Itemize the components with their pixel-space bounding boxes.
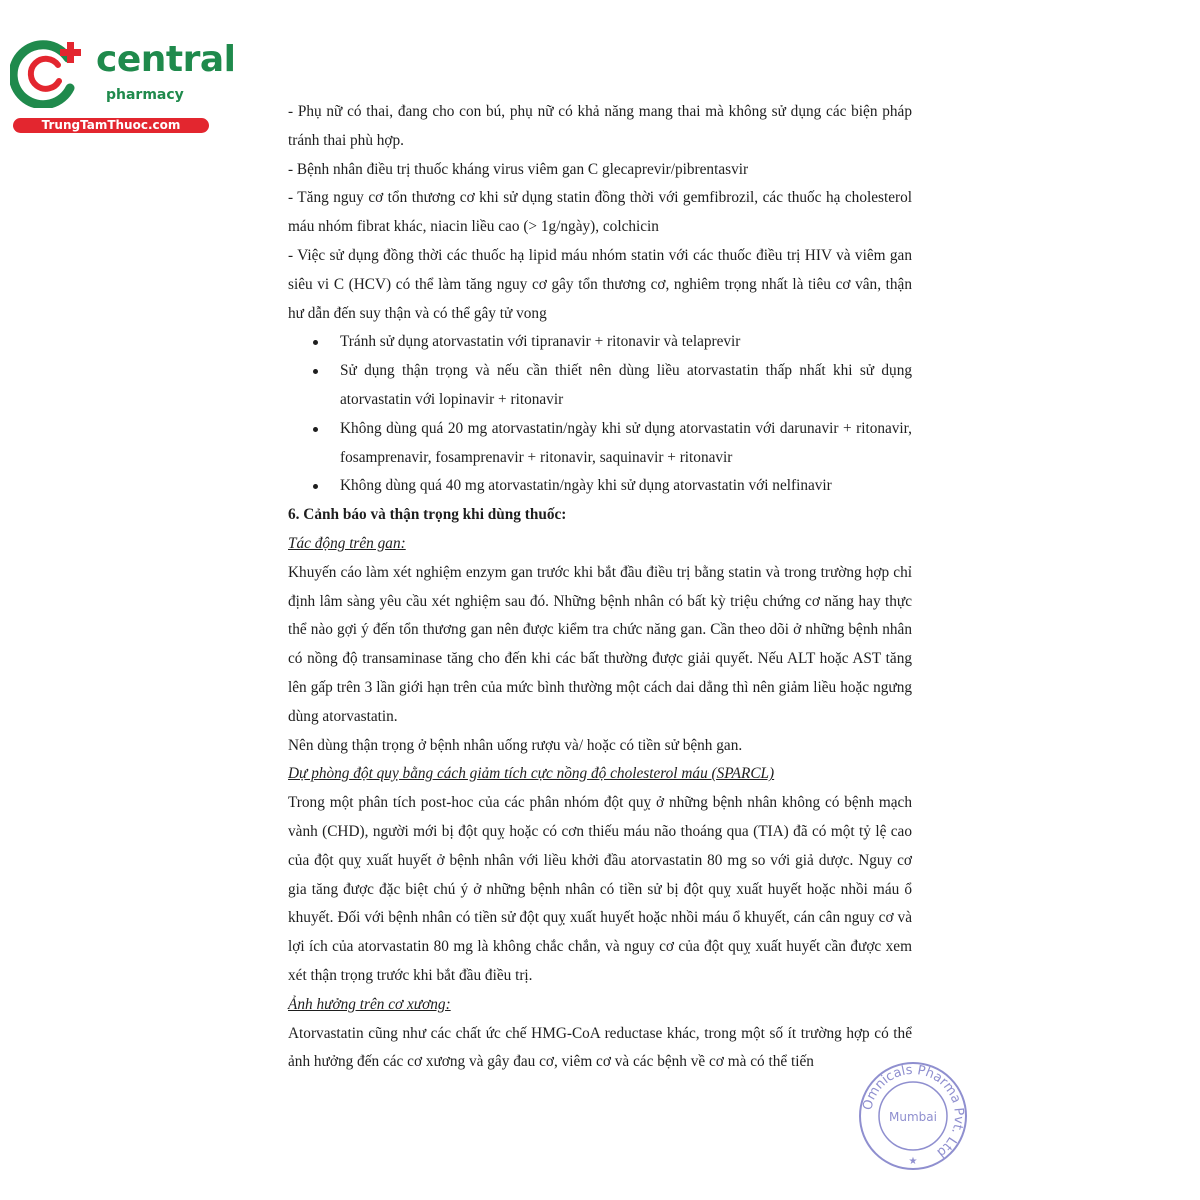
muscle-paragraph: Atorvastatin cũng như các chất ức chế HMG-CoA reductase khác, trong một số ít trường hợp có thể ảnh hưởng đến các cơ xương và gây đau cơ, viêm cơ và các bệnh về cơ mà có thể tiến bbox=[288, 1024, 912, 1071]
pharmacy-cross-logo-icon bbox=[10, 38, 92, 108]
central-pharmacy-logo bbox=[10, 38, 236, 138]
interaction-bullet-list bbox=[288, 328, 912, 501]
company-stamp-icon bbox=[857, 1060, 969, 1172]
contraindication-hcv-antiviral: - Bệnh nhân điều trị thuốc kháng virus viêm gan C glecaprevir/pibrentasvir bbox=[288, 160, 749, 178]
list-item: Tránh sử dụng atorvastatin với tipranavir + ritonavir và telaprevir bbox=[340, 328, 912, 357]
list-item: Không dùng quá 20 mg atorvastatin/ngày khi sử dụng atorvastatin với darunavir + ritonavir, fosamprenavir, fosamprenavir + ritonavir, saquinavir + ritonavir bbox=[340, 415, 912, 473]
stamp-ring-text: Omnicals Pharma Pvt. Ltd bbox=[860, 1062, 967, 1160]
svg-text:★: ★ bbox=[908, 1156, 918, 1167]
list-item: Không dùng quá 40 mg atorvastatin/ngày khi sử dụng atorvastatin với nelfinavir bbox=[340, 472, 912, 501]
contraindication-hiv-hcv: - Việc sử dụng đồng thời các thuốc hạ lipid máu nhóm statin với các thuốc điều trị HIV và viêm gan siêu vi C (HCV) có thể làm tăng nguy cơ gây tổn thương cơ, nghiêm trọng nhất là tiêu cơ vân, thận hư dẫn đến suy thận và có thể gây tử vong bbox=[288, 246, 912, 322]
subheading-sparcl: Dự phòng đột quỵ bằng cách giảm tích cực nồng độ cholesterol máu (SPARCL) bbox=[288, 765, 775, 783]
brand-url-badge: TrungTamThuoc.com bbox=[13, 118, 209, 133]
brand-name: central bbox=[96, 39, 236, 80]
subheading-muscle: Ảnh hưởng trên cơ xương: bbox=[288, 995, 451, 1013]
section-heading-warnings: 6. Cảnh báo và thận trọng khi dùng thuốc: bbox=[288, 506, 567, 524]
contraindication-fibrate: - Tăng nguy cơ tổn thương cơ khi sử dụng statin đồng thời với gemfibrozil, các thuốc hạ cholesterol máu nhóm fibrat khác, niacin liều cao (> 1g/ngày), colchicin bbox=[288, 189, 912, 236]
liver-paragraph: Khuyến cáo làm xét nghiệm enzym gan trước khi bắt đầu điều trị bằng statin và trong trường hợp chỉ định lâm sàng yêu cầu xét nghiệm sau đó. Những bệnh nhân có bất kỳ triệu chứng cơ năng hay thực thể nào gợi ý đến tổn thương gan nên được kiểm tra chức năng gan. Cần theo dõi ở những bệnh nhân có nồng độ transaminase tăng cho đến khi các bất thường được giải quyết. Nếu ALT hoặc AST tăng lên gấp trên 3 lần giới hạn trên của mức bình thường một cách dai dẳng thì nên giảm liều hoặc ngưng dùng atorvastatin. bbox=[288, 563, 912, 725]
stamp-center-text: Mumbai bbox=[889, 1110, 937, 1124]
list-item: Sử dụng thận trọng và nếu cần thiết nên dùng liều atorvastatin thấp nhất khi sử dụng atorvastatin với lopinavir + ritonavir bbox=[340, 357, 912, 415]
sparcl-paragraph: Trong một phân tích post-hoc của các phân nhóm đột quỵ ở những bệnh nhân không có bệnh mạch vành (CHD), người mới bị đột quỵ hoặc có cơn thiếu máu não thoáng qua (TIA) đã có một tỷ lệ cao của đột quỵ xuất huyết ở bệnh nhân với liều khởi đầu atorvastatin 80 mg so với giả dược. Nguy cơ gia tăng được đặc biệt chú ý ở những bệnh nhân có tiền sử bị đột quỵ xuất huyết hoặc nhồi máu ổ khuyết. Đối với bệnh nhân có tiền sử đột quỵ xuất huyết hoặc nhồi máu ổ khuyết, cán cân nguy cơ và lợi ích của atorvastatin 80 mg là không chắc chắn, và nguy cơ của đột quỵ xuất huyết cần được xem xét thận trọng trước khi bắt đầu điều trị. bbox=[288, 794, 912, 984]
contraindication-pregnancy: - Phụ nữ có thai, đang cho con bú, phụ nữ có khả năng mang thai mà không sử dụng các biện pháp tránh thai phù hợp. bbox=[288, 103, 912, 149]
liver-alcohol-paragraph: Nên dùng thận trọng ở bệnh nhân uống rượu và/ hoặc có tiền sử bệnh gan. bbox=[288, 736, 743, 754]
subheading-liver: Tác động trên gan: bbox=[288, 534, 406, 552]
brand-tagline: pharmacy bbox=[106, 87, 184, 103]
document-page bbox=[288, 98, 912, 1077]
